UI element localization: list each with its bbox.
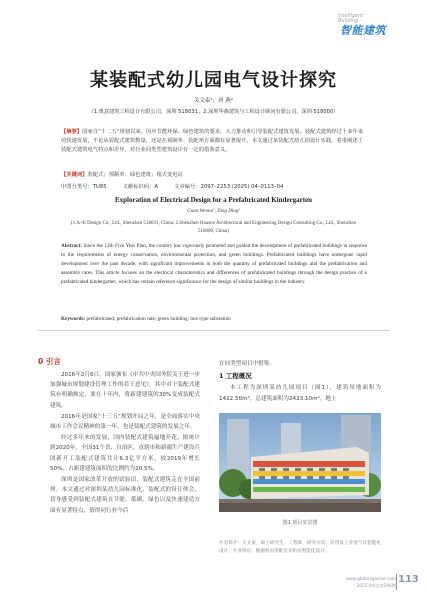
page-number-divider xyxy=(396,574,397,590)
abstract-en xyxy=(61,242,367,287)
author-bio-note: 作者简介：关文泰，硕士研究生，工程师，研究方向：民用及工业电气及智能化设计。专业特长：数据机房供配电及机房智能化设计。 xyxy=(219,541,381,554)
section-1-heading: 1 工程概况 xyxy=(219,372,252,381)
paragraph: 经过多年来的发展，国内装配式建筑遍地开花。据统计到2020年，全国31个省、自治区、直辖市和新疆生产建设兵团新开工装配式建筑共计6.3亿平方米，较2019年增长50%，占新建建筑面积的比例约为20.5%。 xyxy=(50,435,201,472)
paragraph-continuation: 在同类型项目中借鉴。 xyxy=(219,361,275,367)
paragraph: 2016年是国家“十三五”规划开局之年，是全面落实中央城市工作会议精神的第一年，也是装配式建筑的发展之年。 xyxy=(50,413,200,431)
clc-number: 中图分类号：TU85 xyxy=(61,184,107,190)
footer-url: www.gbdmagazine.com xyxy=(346,576,396,581)
page-number: 113 xyxy=(398,574,419,585)
document-code: 文献标识码：A xyxy=(122,184,159,190)
left-column xyxy=(50,370,200,517)
keywords-cn-label: 【关键词】 xyxy=(61,172,88,178)
article-affiliation: （1.奥意建筑工程设计有限公司，深圳 518031；2.深圳华森建筑与工程设计顾问有限公司，深圳 518000） xyxy=(88,109,339,115)
figure-caption: 图1 项目实景图 xyxy=(282,520,318,526)
project-photo xyxy=(219,413,381,512)
abstract-cn-label: 【摘要】 xyxy=(61,129,83,135)
keywords-en-text: prefabricated; prefabrication rate; green building; box type substation xyxy=(86,316,231,322)
abstract-cn-text: 国家自“十二五”规划以来，因应节能环保、绿色建筑的要求，大力推动和引导装配式建筑发展。装配式建筑经过十多年来的快速发展，不论从装配式建筑数量，还是在预制率、装配率方面都有显著提升。本文通过某装配式幼儿园设计实践，着重阐述了装配式建筑电气特点和差异，对行业同类型建筑设计有一定的借鉴意义。 xyxy=(61,129,364,153)
article-authors: 关文泰¹，唐 燕² xyxy=(193,98,234,104)
keywords-en-label: Keywords: xyxy=(61,316,86,322)
keywords-cn xyxy=(61,170,183,178)
affiliation-en: (1.A+E Design Co., Ltd., Shenzhen 518031, China; 2.Shenzhen Huasen Architectural and Engineering Design Consulting Co., Ltd., Shenzhen 518000, China) xyxy=(70,221,357,234)
classification-meta xyxy=(61,182,283,190)
article-number: 文章编号：2097–2253 (2025) 04–0113–04 xyxy=(174,184,284,190)
abstract-en-text: Since the 12th Five Year Plan, the country has vigorously promoted and guided the development of prefabricated buildings in response to the requirements of energy conservation, environmental protection, and green buildings. Prefabricated buildings have undergone rapid development over the past decade, with significant improvements in both the quantity of prefabricated buildings and the prefabrication and assembly rates. This article focuses on the electrical characteristics and differences of prefabricated buildings through the design practice of a prefabricated kindergarten, which has certain reference significance for the design of similar buildings in the industry. xyxy=(61,243,367,286)
section-0-heading: 0 引言 xyxy=(38,357,61,366)
article-title: 某装配式幼儿园电气设计探究 xyxy=(90,70,337,91)
building-illustration xyxy=(219,413,381,512)
abstract-en-label: Abstract: xyxy=(61,243,83,249)
logo-en-line2: Building xyxy=(338,18,359,24)
right-column xyxy=(219,359,381,405)
section-divider xyxy=(38,330,390,331)
paragraph: 深圳是国家改革开放的试验田，装配式建筑走在全国前列。本文通过对深圳某幼儿园标准化、装配式的设计体会，切身感受到装配式建筑在节能、低碳、绿色以及快速建造方面有显著特点，值得同行业今后 xyxy=(50,477,200,514)
authors-en: Guan Wentai¹, Tang Ding² xyxy=(187,209,240,214)
footer-issue-date: 2025.04/总第206期 xyxy=(356,583,396,588)
abstract-cn xyxy=(61,128,367,155)
paragraph: 2016年2月6日，国家颁布《中共中央国务院关于进一步加强城市规划建设管理工作的若干意见》，其中对于装配式建筑有明确规定，要在十年内，将新建建筑的30%变成装配式建筑。 xyxy=(50,372,200,409)
journal-logo-cn: 智能建筑 xyxy=(340,24,386,37)
title-en: Exploration of Electrical Design for a Prefabricated Kindergarten xyxy=(114,196,313,204)
keywords-cn-text: 装配式；预制率；绿色建筑；箱式变电站 xyxy=(87,172,183,178)
paragraph: 本工程为深圳某幼儿园项目（图1），建筑用地面积为1422.50m²，总建筑面积为2423.10m²。地上 xyxy=(219,385,381,402)
keywords-en xyxy=(61,316,231,322)
logo-en-line1: Intelligent xyxy=(338,13,364,19)
